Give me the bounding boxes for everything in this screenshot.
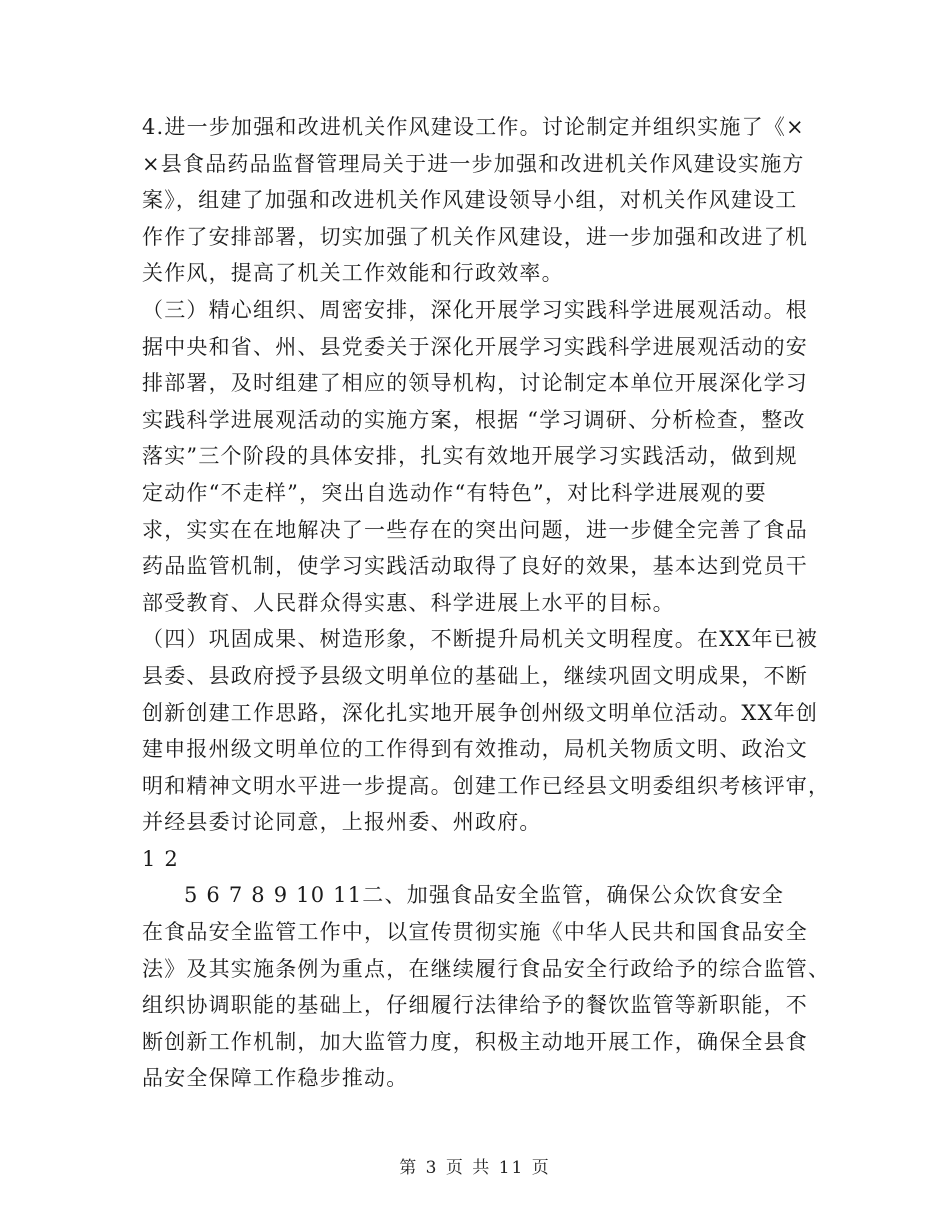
- text-line: 5 6 7 8 9 10 11二、加强食品安全监管，确保公众饮食安全: [184, 883, 785, 908]
- text-line: 药品监管机制，使学习实践活动取得了良好的效果，基本达到党员干: [142, 554, 808, 579]
- paragraph-practice-activity: [142, 292, 822, 621]
- text-line: （三）精心组织、周密安排，深化开展学习实践科学进展观活动。根: [142, 297, 808, 322]
- text-line: 明和精神文明水平进一步提高。创建工作已经县文明委组织考核评审，: [142, 773, 831, 798]
- text-line: 据中央和省、州、县党委关于深化开展学习实践科学进展观活动的安: [142, 334, 808, 359]
- text-line: 关作风，提高了机关工作效能和行政效率。: [142, 261, 564, 286]
- text-line: 求，实实在在地解决了一些存在的突出问题，进一步健全完善了食品: [142, 517, 808, 542]
- paragraph-food-safety: [142, 914, 831, 1097]
- text-line: 并经县委讨论同意，上报州委、州政府。: [142, 810, 542, 835]
- text-line: （四）巩固成果、树造形象，不断提升局机关文明程度。在XX年已被: [142, 627, 819, 652]
- paragraph-work-style: [142, 109, 822, 292]
- paragraph-stray-numbers: [142, 841, 822, 878]
- text-line: 建申报州级文明单位的工作得到有效推动，局机关物质文明、政治文: [142, 737, 808, 762]
- text-line: 定动作“不走样”，突出自选动作“有特色”，对比科学进展观的要: [142, 480, 767, 505]
- text-line: ×县食品药品监督管理局关于进一步加强和改进机关作风建设实施方: [142, 151, 805, 176]
- text-line: 部受教育、人民群众得实惠、科学进展上水平的目标。: [142, 590, 675, 615]
- text-line: 县委、县政府授予县级文明单位的基础上，继续巩固文明成果，不断: [142, 663, 808, 688]
- text-line: 断创新工作机制，加大监管力度，积极主动地开展工作，确保全县食: [142, 1029, 808, 1054]
- text-line: 4.进一步加强和改进机关作风建设工作。讨论制定并组织实施了《×: [142, 115, 805, 139]
- text-line: 在食品安全监管工作中，以宣传贯彻实施《中华人民共和国食品安全: [142, 920, 808, 945]
- text-line: 组织协调职能的基础上，仔细履行法律给予的餐饮监管等新职能，不: [142, 993, 808, 1018]
- text-line: 法》及其实施条例为重点，在继续履行食品安全行政给予的综合监管、: [142, 956, 831, 981]
- text-line: 排部署，及时组建了相应的领导机构，讨论制定本单位开展深化学习: [142, 371, 808, 396]
- text-line: 落实”三个阶段的具体安排，扎实有效地开展学习实践活动，做到规: [142, 444, 798, 469]
- text-line: 1 2: [142, 846, 179, 871]
- text-line: 品安全保障工作稳步推动。: [142, 1066, 409, 1091]
- text-line: 案》，组建了加强和改进机关作风建设领导小组，对机关作风建设工: [142, 188, 798, 213]
- page-number-footer: 第 3 页 共 11 页: [399, 1158, 551, 1178]
- text-line: 创新创建工作思路，深化扎实地开展争创州级文明单位活动。XX年创: [142, 700, 819, 725]
- paragraph-civilization: [142, 621, 831, 841]
- document-body: [142, 109, 831, 1097]
- text-line: 实践科学进展观活动的实施方案，根据 “学习调研、分析检查，整改: [142, 407, 806, 432]
- text-line: 作作了安排部署，切实加强了机关作风建设，进一步加强和改进了机: [142, 224, 808, 249]
- section-heading-food-safety: [142, 877, 822, 914]
